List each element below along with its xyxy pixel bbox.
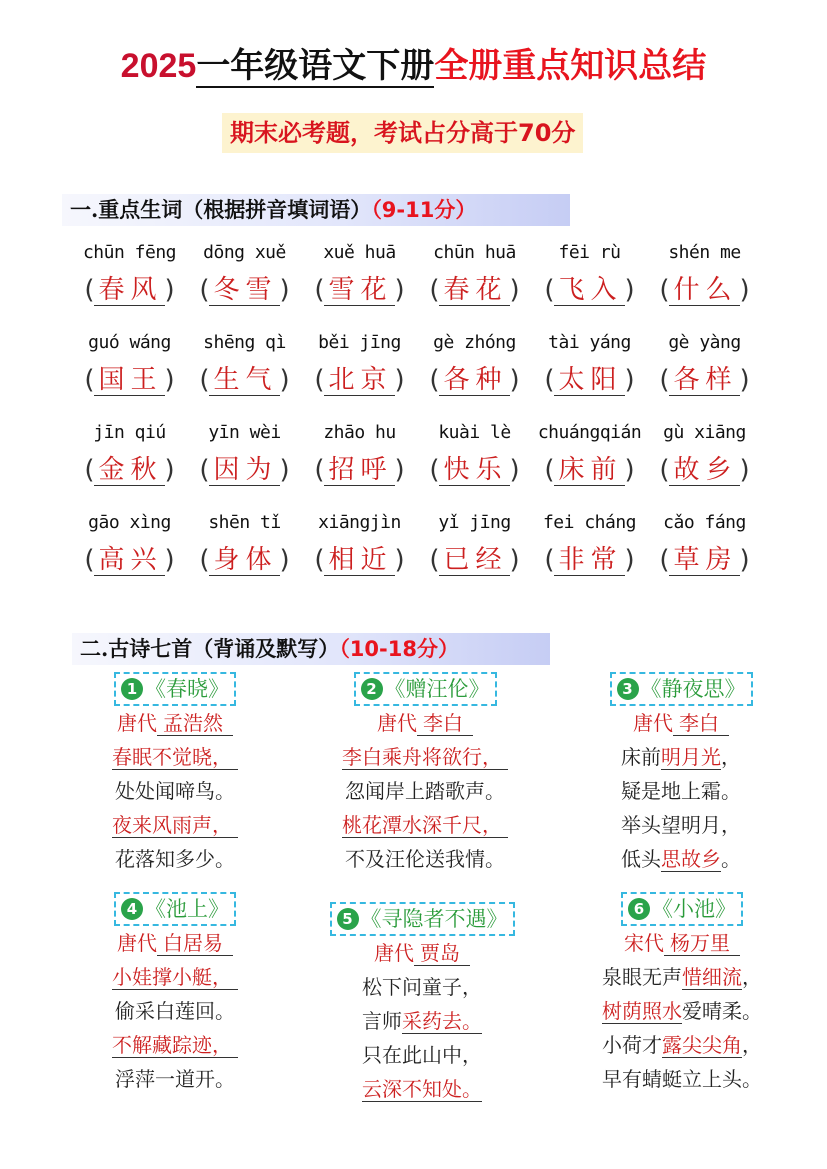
poem-line: 浮萍一道开。	[115, 1067, 235, 1091]
vocab-cell	[647, 236, 762, 326]
poem-line-answer: 思故乡	[661, 847, 721, 871]
open-paren: (	[199, 545, 210, 575]
open-paren: (	[429, 455, 440, 485]
poem-line: 忽闻岸上踏歌声。	[345, 779, 505, 803]
vocab-cell	[302, 326, 417, 416]
vocab-pinyin: xuě huā	[323, 242, 396, 263]
vocab-pinyin: fei cháng	[542, 512, 637, 533]
poem-line-pre: 疑是地上霜。	[621, 779, 741, 803]
poem-line: 偷采白莲回。	[115, 999, 235, 1023]
vocab-cell	[72, 326, 187, 416]
vocab-answer	[72, 360, 187, 404]
poem-author: 孟浩然	[157, 711, 233, 736]
poem-line	[312, 970, 532, 1004]
poem-line-text: 春眠不觉晓，	[112, 745, 238, 770]
open-paren: (	[544, 365, 555, 395]
vocab-cell	[647, 416, 762, 506]
open-paren: (	[544, 455, 555, 485]
vocab-cell	[302, 236, 417, 326]
section-vocab-score: （9-11分）	[371, 198, 477, 222]
vocab-answer	[647, 360, 762, 404]
open-paren: (	[429, 365, 440, 395]
vocab-pinyin: chūn huā	[433, 242, 516, 263]
poem-block	[596, 672, 766, 876]
open-paren: (	[314, 365, 325, 395]
poem-line-answer: 树荫照水	[602, 999, 682, 1023]
poem-line	[582, 994, 782, 1028]
poem-dynasty: 宋代	[624, 931, 664, 955]
open-paren: (	[84, 365, 95, 395]
vocab-cell	[302, 416, 417, 506]
vocab-answer-word: 床前	[554, 455, 624, 486]
close-paren: )	[509, 275, 520, 305]
poem-dynasty: 唐代	[377, 711, 417, 735]
poem-title-text: 《春晓》	[145, 677, 229, 701]
close-paren: )	[279, 455, 290, 485]
vocab-row	[72, 326, 762, 416]
poem-author-line	[596, 706, 766, 740]
vocab-answer-word: 飞入	[554, 275, 624, 306]
vocab-cell	[72, 236, 187, 326]
vocab-cell	[72, 416, 187, 506]
vocab-cell	[187, 506, 302, 596]
poem-line	[582, 1028, 782, 1062]
poem-title-text: 《池上》	[145, 897, 229, 921]
vocab-answer	[647, 270, 762, 314]
vocab-answer-word: 身体	[209, 545, 279, 576]
poem-author: 李白	[673, 711, 729, 736]
vocab-pinyin: chuángqián	[537, 422, 642, 443]
vocab-cell	[532, 236, 647, 326]
section-poems-header	[72, 633, 550, 665]
title-grade: 一年级语文下册	[196, 46, 435, 86]
vocab-pinyin: jīn qiú	[93, 422, 166, 443]
vocab-answer	[187, 450, 302, 494]
vocab-answer-word: 太阳	[554, 365, 624, 396]
vocab-pinyin: guó wáng	[88, 332, 171, 353]
vocab-answer	[302, 540, 417, 584]
poem-block	[312, 902, 532, 1106]
close-paren: )	[739, 545, 750, 575]
poem-line-text: 小娃撑小艇，	[112, 965, 238, 990]
vocab-answer	[417, 540, 532, 584]
poem-line-answer: 露尖尖角	[662, 1033, 742, 1057]
vocab-answer	[647, 540, 762, 584]
poem-line-pre: 小荷才	[602, 1033, 662, 1057]
close-paren: )	[394, 365, 405, 395]
page-subtitle: 期末必考题，考试占分高于70分	[222, 113, 583, 153]
poem-title	[330, 902, 515, 936]
poem-block	[90, 672, 260, 876]
poem-dynasty: 唐代	[117, 931, 157, 955]
poem-line: 处处闻啼鸟。	[115, 779, 235, 803]
vocab-pinyin: gāo xìng	[88, 512, 171, 533]
vocab-answer	[187, 540, 302, 584]
open-paren: (	[199, 455, 210, 485]
vocab-pinyin: gù xiāng	[663, 422, 746, 443]
poem-title-text: 《静夜思》	[640, 677, 746, 701]
page-title	[0, 40, 827, 92]
open-paren: (	[314, 455, 325, 485]
poem-dynasty: 唐代	[117, 711, 157, 735]
poem-line	[325, 808, 525, 842]
open-paren: (	[84, 455, 95, 485]
poem-author: 李白	[417, 711, 473, 736]
vocab-cell	[532, 326, 647, 416]
vocab-row	[72, 416, 762, 506]
vocab-answer	[532, 450, 647, 494]
poem-title	[114, 672, 236, 706]
poem-line: 不及汪伦送我情。	[345, 847, 505, 871]
poem-title	[354, 672, 497, 706]
vocab-cell	[417, 506, 532, 596]
vocab-answer	[302, 270, 417, 314]
close-paren: )	[394, 275, 405, 305]
poem-line-pre: 只在此山中，	[362, 1043, 482, 1067]
section-vocab-label: 一.重点生词（根据拼音填词语）	[70, 197, 372, 222]
vocab-cell	[187, 326, 302, 416]
vocab-row	[72, 236, 762, 326]
poem-dynasty: 唐代	[633, 711, 673, 735]
vocab-pinyin: yīn wèi	[208, 422, 281, 443]
open-paren: (	[659, 365, 670, 395]
vocab-pinyin: shén me	[668, 242, 741, 263]
vocab-grid	[72, 236, 762, 596]
poem-number-icon: 1	[121, 678, 143, 700]
poem-title-text: 《小池》	[652, 897, 736, 921]
vocab-cell	[532, 416, 647, 506]
poem-line-text: 李白乘舟将欲行，	[342, 745, 508, 770]
vocab-answer-word: 非常	[554, 545, 624, 576]
close-paren: )	[624, 455, 635, 485]
open-paren: (	[659, 545, 670, 575]
vocab-answer-word: 春风	[94, 275, 164, 306]
vocab-answer	[647, 450, 762, 494]
vocab-answer-word: 招呼	[324, 455, 394, 486]
vocab-cell	[417, 326, 532, 416]
vocab-pinyin: xiāngjìn	[318, 512, 401, 533]
close-paren: )	[279, 545, 290, 575]
vocab-answer	[532, 540, 647, 584]
poem-title	[114, 892, 236, 926]
vocab-answer-word: 雪花	[324, 275, 394, 306]
close-paren: )	[164, 545, 175, 575]
vocab-answer-word: 生气	[209, 365, 279, 396]
poem-block	[325, 672, 525, 876]
poem-line-pre: 言师	[362, 1009, 402, 1033]
open-paren: (	[199, 275, 210, 305]
section-poems-score: （10-18分）	[339, 637, 459, 661]
vocab-answer	[187, 270, 302, 314]
poem-dynasty: 唐代	[374, 941, 414, 965]
close-paren: )	[279, 365, 290, 395]
vocab-cell	[72, 506, 187, 596]
close-paren: )	[164, 365, 175, 395]
vocab-pinyin: kuài lè	[438, 422, 511, 443]
close-paren: )	[509, 545, 520, 575]
poem-line	[596, 740, 766, 774]
vocab-answer-word: 因为	[209, 455, 279, 486]
vocab-answer-word: 各种	[439, 365, 509, 396]
open-paren: (	[659, 275, 670, 305]
poem-title	[610, 672, 753, 706]
poem-line	[312, 1038, 532, 1072]
poem-author-line	[90, 706, 260, 740]
poem-author: 杨万里	[664, 931, 740, 956]
open-paren: (	[659, 455, 670, 485]
close-paren: )	[509, 365, 520, 395]
poem-line-answer: 采药去。	[402, 1009, 482, 1033]
open-paren: (	[84, 275, 95, 305]
vocab-cell	[647, 326, 762, 416]
poem-line	[90, 808, 260, 842]
vocab-answer	[532, 360, 647, 404]
poem-line: 花落知多少。	[115, 847, 235, 871]
poem-line-pre: 松下问童子，	[362, 975, 482, 999]
poem-line	[325, 740, 525, 774]
vocab-answer	[72, 270, 187, 314]
vocab-answer-word: 什么	[669, 275, 739, 306]
poem-line-pre: 低头	[621, 847, 661, 871]
poem-title-text: 《赠汪伦》	[384, 677, 490, 701]
vocab-answer-word: 金秋	[94, 455, 164, 486]
close-paren: )	[279, 275, 290, 305]
section-poems-label: 二.古诗七首（背诵及默写）	[80, 636, 340, 661]
vocab-answer-word: 快乐	[439, 455, 509, 486]
poem-line-text: 桃花潭水深千尺，	[342, 813, 508, 838]
vocab-row	[72, 506, 762, 596]
vocab-answer	[302, 450, 417, 494]
vocab-pinyin: chūn fēng	[82, 242, 177, 263]
poem-author-line	[325, 706, 525, 740]
vocab-cell	[302, 506, 417, 596]
vocab-pinyin: yǐ jīng	[438, 512, 511, 533]
vocab-pinyin: shēng qì	[203, 332, 286, 353]
poem-line-post: ，	[742, 965, 762, 989]
poem-number-icon: 6	[628, 898, 650, 920]
poem-number-icon: 2	[361, 678, 383, 700]
poem-author-line	[90, 926, 260, 960]
vocab-pinyin: shēn tǐ	[208, 512, 281, 533]
poem-number-icon: 3	[617, 678, 639, 700]
vocab-pinyin: fēi rù	[558, 242, 621, 263]
vocab-answer-word: 高兴	[94, 545, 164, 576]
close-paren: )	[624, 365, 635, 395]
poem-line-pre: 床前	[621, 745, 661, 769]
vocab-answer-word: 北京	[324, 365, 394, 396]
vocab-cell	[532, 506, 647, 596]
close-paren: )	[164, 275, 175, 305]
vocab-cell	[417, 416, 532, 506]
poem-line	[596, 808, 766, 842]
open-paren: (	[544, 275, 555, 305]
vocab-pinyin: cǎo fáng	[663, 512, 746, 533]
vocab-cell	[187, 236, 302, 326]
open-paren: (	[429, 545, 440, 575]
poem-line	[596, 774, 766, 808]
open-paren: (	[84, 545, 95, 575]
vocab-answer-word: 相近	[324, 545, 394, 576]
close-paren: )	[509, 455, 520, 485]
poem-line-post: ，	[742, 1033, 762, 1057]
poem-line-text: 夜来风雨声，	[112, 813, 238, 838]
poem-line	[596, 842, 766, 876]
close-paren: )	[739, 275, 750, 305]
poem-line-post: 。	[721, 847, 741, 871]
poem-number-icon: 5	[337, 908, 359, 930]
vocab-answer	[417, 450, 532, 494]
poem-block	[90, 892, 260, 1096]
poem-line	[90, 960, 260, 994]
close-paren: )	[624, 275, 635, 305]
vocab-answer-word: 草房	[669, 545, 739, 576]
poem-line	[582, 960, 782, 994]
poem-author: 贾岛	[414, 941, 470, 966]
poem-block	[582, 892, 782, 1096]
poem-line-pre: 泉眼无声	[602, 965, 682, 989]
poem-line	[312, 1004, 532, 1038]
vocab-pinyin: gè yàng	[668, 332, 741, 353]
vocab-answer-word: 已经	[439, 545, 509, 576]
vocab-answer	[187, 360, 302, 404]
poem-line-post: ，	[721, 745, 741, 769]
poem-author: 白居易	[157, 931, 233, 956]
vocab-cell	[417, 236, 532, 326]
close-paren: )	[164, 455, 175, 485]
poem-line	[90, 1028, 260, 1062]
vocab-cell	[647, 506, 762, 596]
poem-line-answer: 惜细流	[682, 965, 742, 989]
vocab-answer	[532, 270, 647, 314]
vocab-pinyin: gè zhóng	[433, 332, 516, 353]
vocab-pinyin: zhāo hu	[323, 422, 396, 443]
poem-number-icon: 4	[121, 898, 143, 920]
poem-line-post: 爱晴柔。	[682, 999, 762, 1023]
title-topic: 全册重点知识总结	[434, 46, 707, 86]
vocab-cell	[187, 416, 302, 506]
vocab-answer	[417, 270, 532, 314]
vocab-pinyin: dōng xuě	[203, 242, 286, 263]
vocab-answer	[72, 450, 187, 494]
vocab-answer-word: 冬雪	[209, 275, 279, 306]
poem-line-answer: 云深不知处。	[362, 1077, 482, 1101]
vocab-answer	[72, 540, 187, 584]
close-paren: )	[394, 455, 405, 485]
poem-author-line	[582, 926, 782, 960]
poem-line-pre: 举头望明月，	[621, 813, 741, 837]
open-paren: (	[314, 275, 325, 305]
title-year: 2025	[120, 47, 197, 85]
poem-line-text: 不解藏踪迹，	[112, 1033, 238, 1058]
close-paren: )	[739, 455, 750, 485]
poem-line	[582, 1062, 782, 1096]
vocab-answer	[302, 360, 417, 404]
open-paren: (	[199, 365, 210, 395]
vocab-pinyin: běi jīng	[318, 332, 401, 353]
close-paren: )	[739, 365, 750, 395]
vocab-answer-word: 故乡	[669, 455, 739, 486]
vocab-answer-word: 国王	[94, 365, 164, 396]
open-paren: (	[544, 545, 555, 575]
poem-line-answer: 明月光	[661, 745, 721, 769]
vocab-pinyin: tài yáng	[548, 332, 631, 353]
close-paren: )	[394, 545, 405, 575]
vocab-answer-word: 各样	[669, 365, 739, 396]
vocab-answer-word: 春花	[439, 275, 509, 306]
poem-line-pre: 早有蜻蜓立上头。	[602, 1067, 762, 1091]
poem-line	[312, 1072, 532, 1106]
poem-title-text: 《寻隐者不遇》	[360, 907, 508, 931]
open-paren: (	[429, 275, 440, 305]
poem-line	[90, 740, 260, 774]
open-paren: (	[314, 545, 325, 575]
vocab-answer	[417, 360, 532, 404]
close-paren: )	[624, 545, 635, 575]
poem-title	[621, 892, 743, 926]
section-vocab-header	[62, 194, 570, 226]
poem-author-line	[312, 936, 532, 970]
